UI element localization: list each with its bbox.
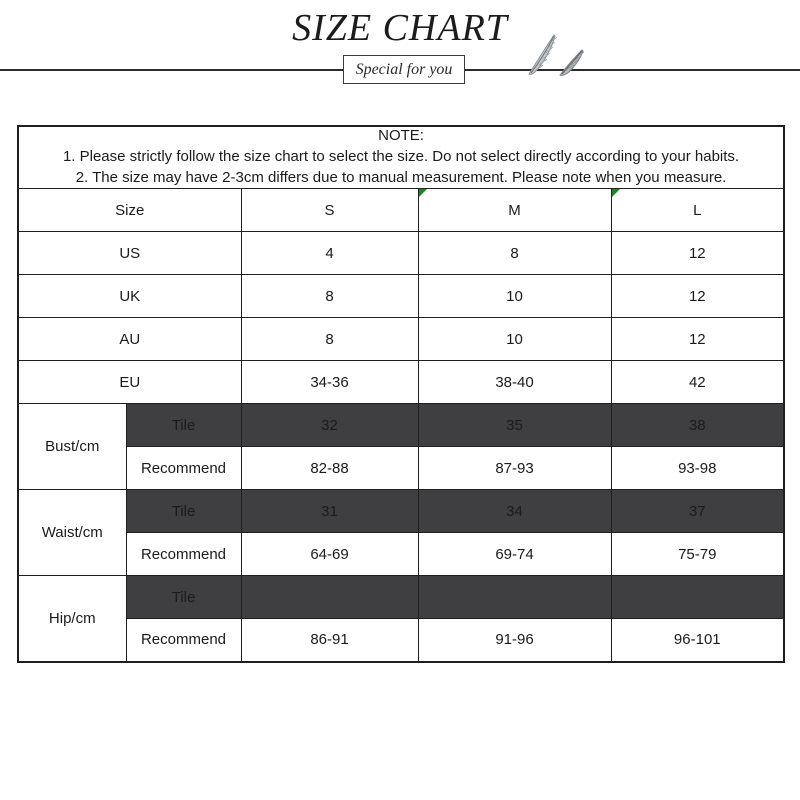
size-header-s: S [241,189,418,232]
size-header-label: Size [18,189,241,232]
bust-recommend-m: 87-93 [418,447,611,490]
waist-tile-s: 31 [241,490,418,533]
us-s: 4 [241,232,418,275]
waist-recommend-m: 69-74 [418,533,611,576]
size-header-m [418,189,611,232]
bust-recommend-l: 93-98 [611,447,784,490]
hip-tile-label: Tile [126,576,241,619]
note-cell [18,126,784,189]
us-l: 12 [611,232,784,275]
note-line-2: 2. The size may have 2-3cm differs due to manual measurement. Please note when you measure. [75,169,727,186]
page-header [0,0,800,118]
special-badge [343,55,465,84]
feather-icon [524,34,598,85]
eu-m: 38-40 [418,361,611,404]
au-m: 10 [418,318,611,361]
page-title: SIZE CHART [292,7,508,49]
comment-marker-icon [419,189,427,197]
waist-recommend-label: Recommend [126,533,241,576]
comment-marker-icon [612,189,620,197]
hip-tile-s [241,576,418,619]
table-row-hip-tile [18,576,784,619]
table-row-au [18,318,784,361]
size-header-row [18,189,784,232]
eu-l: 42 [611,361,784,404]
note-line-1: 1. Please strictly follow the size chart to select the size. Do not select directly according to your habits. [62,148,740,165]
table-row-eu [18,361,784,404]
hip-recommend-l: 96-101 [611,619,784,662]
size-header-l [611,189,784,232]
waist-tile-label: Tile [126,490,241,533]
row-label-bust: Bust/cm [18,404,126,490]
hip-recommend-label: Recommend [126,619,241,662]
eu-s: 34-36 [241,361,418,404]
uk-s: 8 [241,275,418,318]
au-l: 12 [611,318,784,361]
waist-tile-l: 37 [611,490,784,533]
waist-tile-m: 34 [418,490,611,533]
au-s: 8 [241,318,418,361]
hip-tile-l [611,576,784,619]
bust-tile-l: 38 [611,404,784,447]
size-header-m-label: M [508,201,521,219]
hip-recommend-m: 91-96 [418,619,611,662]
us-m: 8 [418,232,611,275]
row-label-waist: Waist/cm [18,490,126,576]
table-row-bust-recommend [18,447,784,490]
note-heading: NOTE: [378,127,424,144]
row-label-eu: EU [18,361,241,404]
waist-recommend-s: 64-69 [241,533,418,576]
bust-tile-m: 35 [418,404,611,447]
bust-recommend-label: Recommend [126,447,241,490]
table-row-waist-tile [18,490,784,533]
row-label-uk: UK [18,275,241,318]
table-row-hip-recommend [18,619,784,662]
table-row-bust-tile [18,404,784,447]
waist-recommend-l: 75-79 [611,533,784,576]
size-chart-table [17,125,785,663]
row-label-us: US [18,232,241,275]
row-label-au: AU [18,318,241,361]
uk-m: 10 [418,275,611,318]
uk-l: 12 [611,275,784,318]
table-row-uk [18,275,784,318]
table-row-waist-recommend [18,533,784,576]
hip-recommend-s: 86-91 [241,619,418,662]
size-header-l-label: L [693,201,702,219]
bust-tile-label: Tile [126,404,241,447]
table-row-us [18,232,784,275]
hip-tile-m [418,576,611,619]
row-label-hip: Hip/cm [18,576,126,662]
note-row [18,126,784,189]
bust-recommend-s: 82-88 [241,447,418,490]
special-badge-label: Special for you [355,60,453,78]
bust-tile-s: 32 [241,404,418,447]
